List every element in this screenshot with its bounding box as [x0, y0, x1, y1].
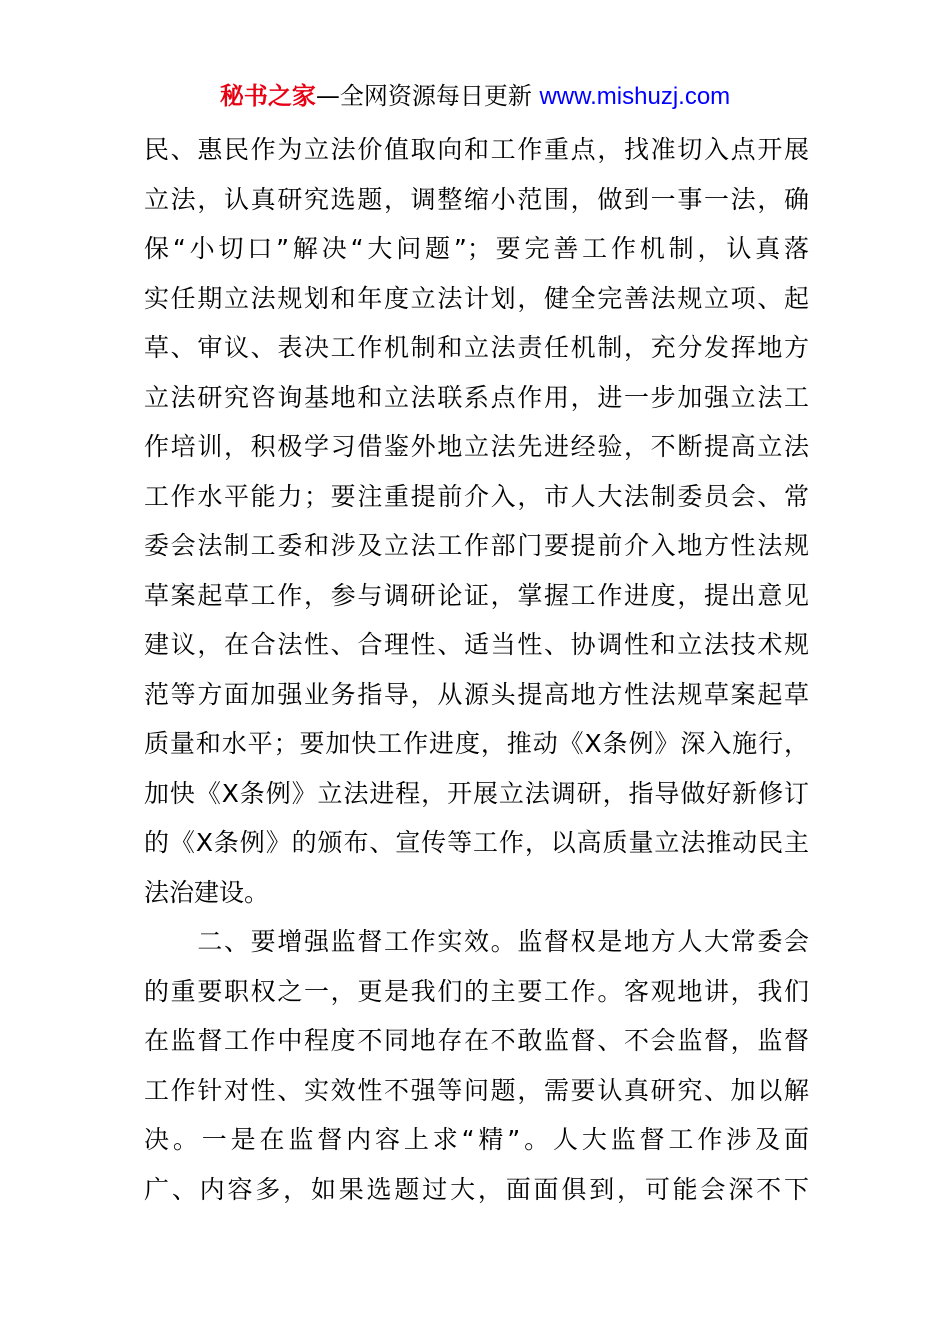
text-line: 工作针对性、实效性不强等问题，需要认真研究、加以解	[144, 1075, 809, 1105]
text-line: 民、惠民作为立法价值取向和工作重点，找准切入点开展	[144, 135, 809, 164]
brand-name: 秘书之家	[219, 82, 316, 110]
document-body	[144, 125, 809, 1214]
text-line: 的重要职权之一，更是我们的主要工作。客观地讲，我们	[144, 976, 809, 1006]
header-tagline: —全网资源每日更新	[315, 82, 540, 110]
text-line: 保“小切口”解决“大问题”；要完善工作机制，认真落	[144, 234, 809, 263]
text-line: 广、内容多，如果选题过大，面面俱到，可能会深不下	[144, 1174, 809, 1204]
text-line: 的《X条例》的颁布、宣传等工作，以高质量立法推动民主	[144, 828, 809, 857]
text-line: 在监督工作中程度不同地存在不敢监督、不会监督，监督	[144, 1026, 809, 1055]
text-line: 决。一是在监督内容上求“精”。人大监督工作涉及面	[144, 1125, 809, 1154]
text-line: 建议，在合法性、合理性、适当性、协调性和立法技术规	[144, 630, 809, 659]
text-line: 质量和水平；要加快工作进度，推动《X条例》深入施行，	[144, 729, 809, 758]
site-url-link[interactable]: www.mishuzj.com	[539, 83, 731, 110]
paragraph-end-line: 法治建设。	[144, 877, 270, 907]
text-line: 立法，认真研究选题，调整缩小范围，做到一事一法，确	[144, 184, 809, 214]
text-line: 草、审议、表决工作机制和立法责任机制，充分发挥地方	[144, 333, 809, 362]
site-header	[0, 80, 950, 113]
text-line: 立法研究咨询基地和立法联系点作用，进一步加强立法工	[144, 382, 809, 412]
paragraph-start-line: 二、要增强监督工作实效。监督权是地方人大常委会	[144, 927, 809, 956]
text-line: 实任期立法规划和年度立法计划，健全完善法规立项、起	[144, 283, 809, 313]
text-line: 加快《X条例》立法进程，开展立法调研，指导做好新修订	[144, 778, 809, 808]
text-line: 工作水平能力；要注重提前介入，市人大法制委员会、常	[144, 481, 809, 511]
text-line: 作培训，积极学习借鉴外地立法先进经验，不断提高立法	[144, 432, 809, 461]
text-line: 草案起草工作，参与调研论证，掌握工作进度，提出意见	[144, 580, 809, 610]
text-line: 委会法制工委和涉及立法工作部门要提前介入地方性法规	[144, 531, 809, 560]
text-line: 范等方面加强业务指导，从源头提高地方性法规草案起草	[144, 679, 809, 709]
